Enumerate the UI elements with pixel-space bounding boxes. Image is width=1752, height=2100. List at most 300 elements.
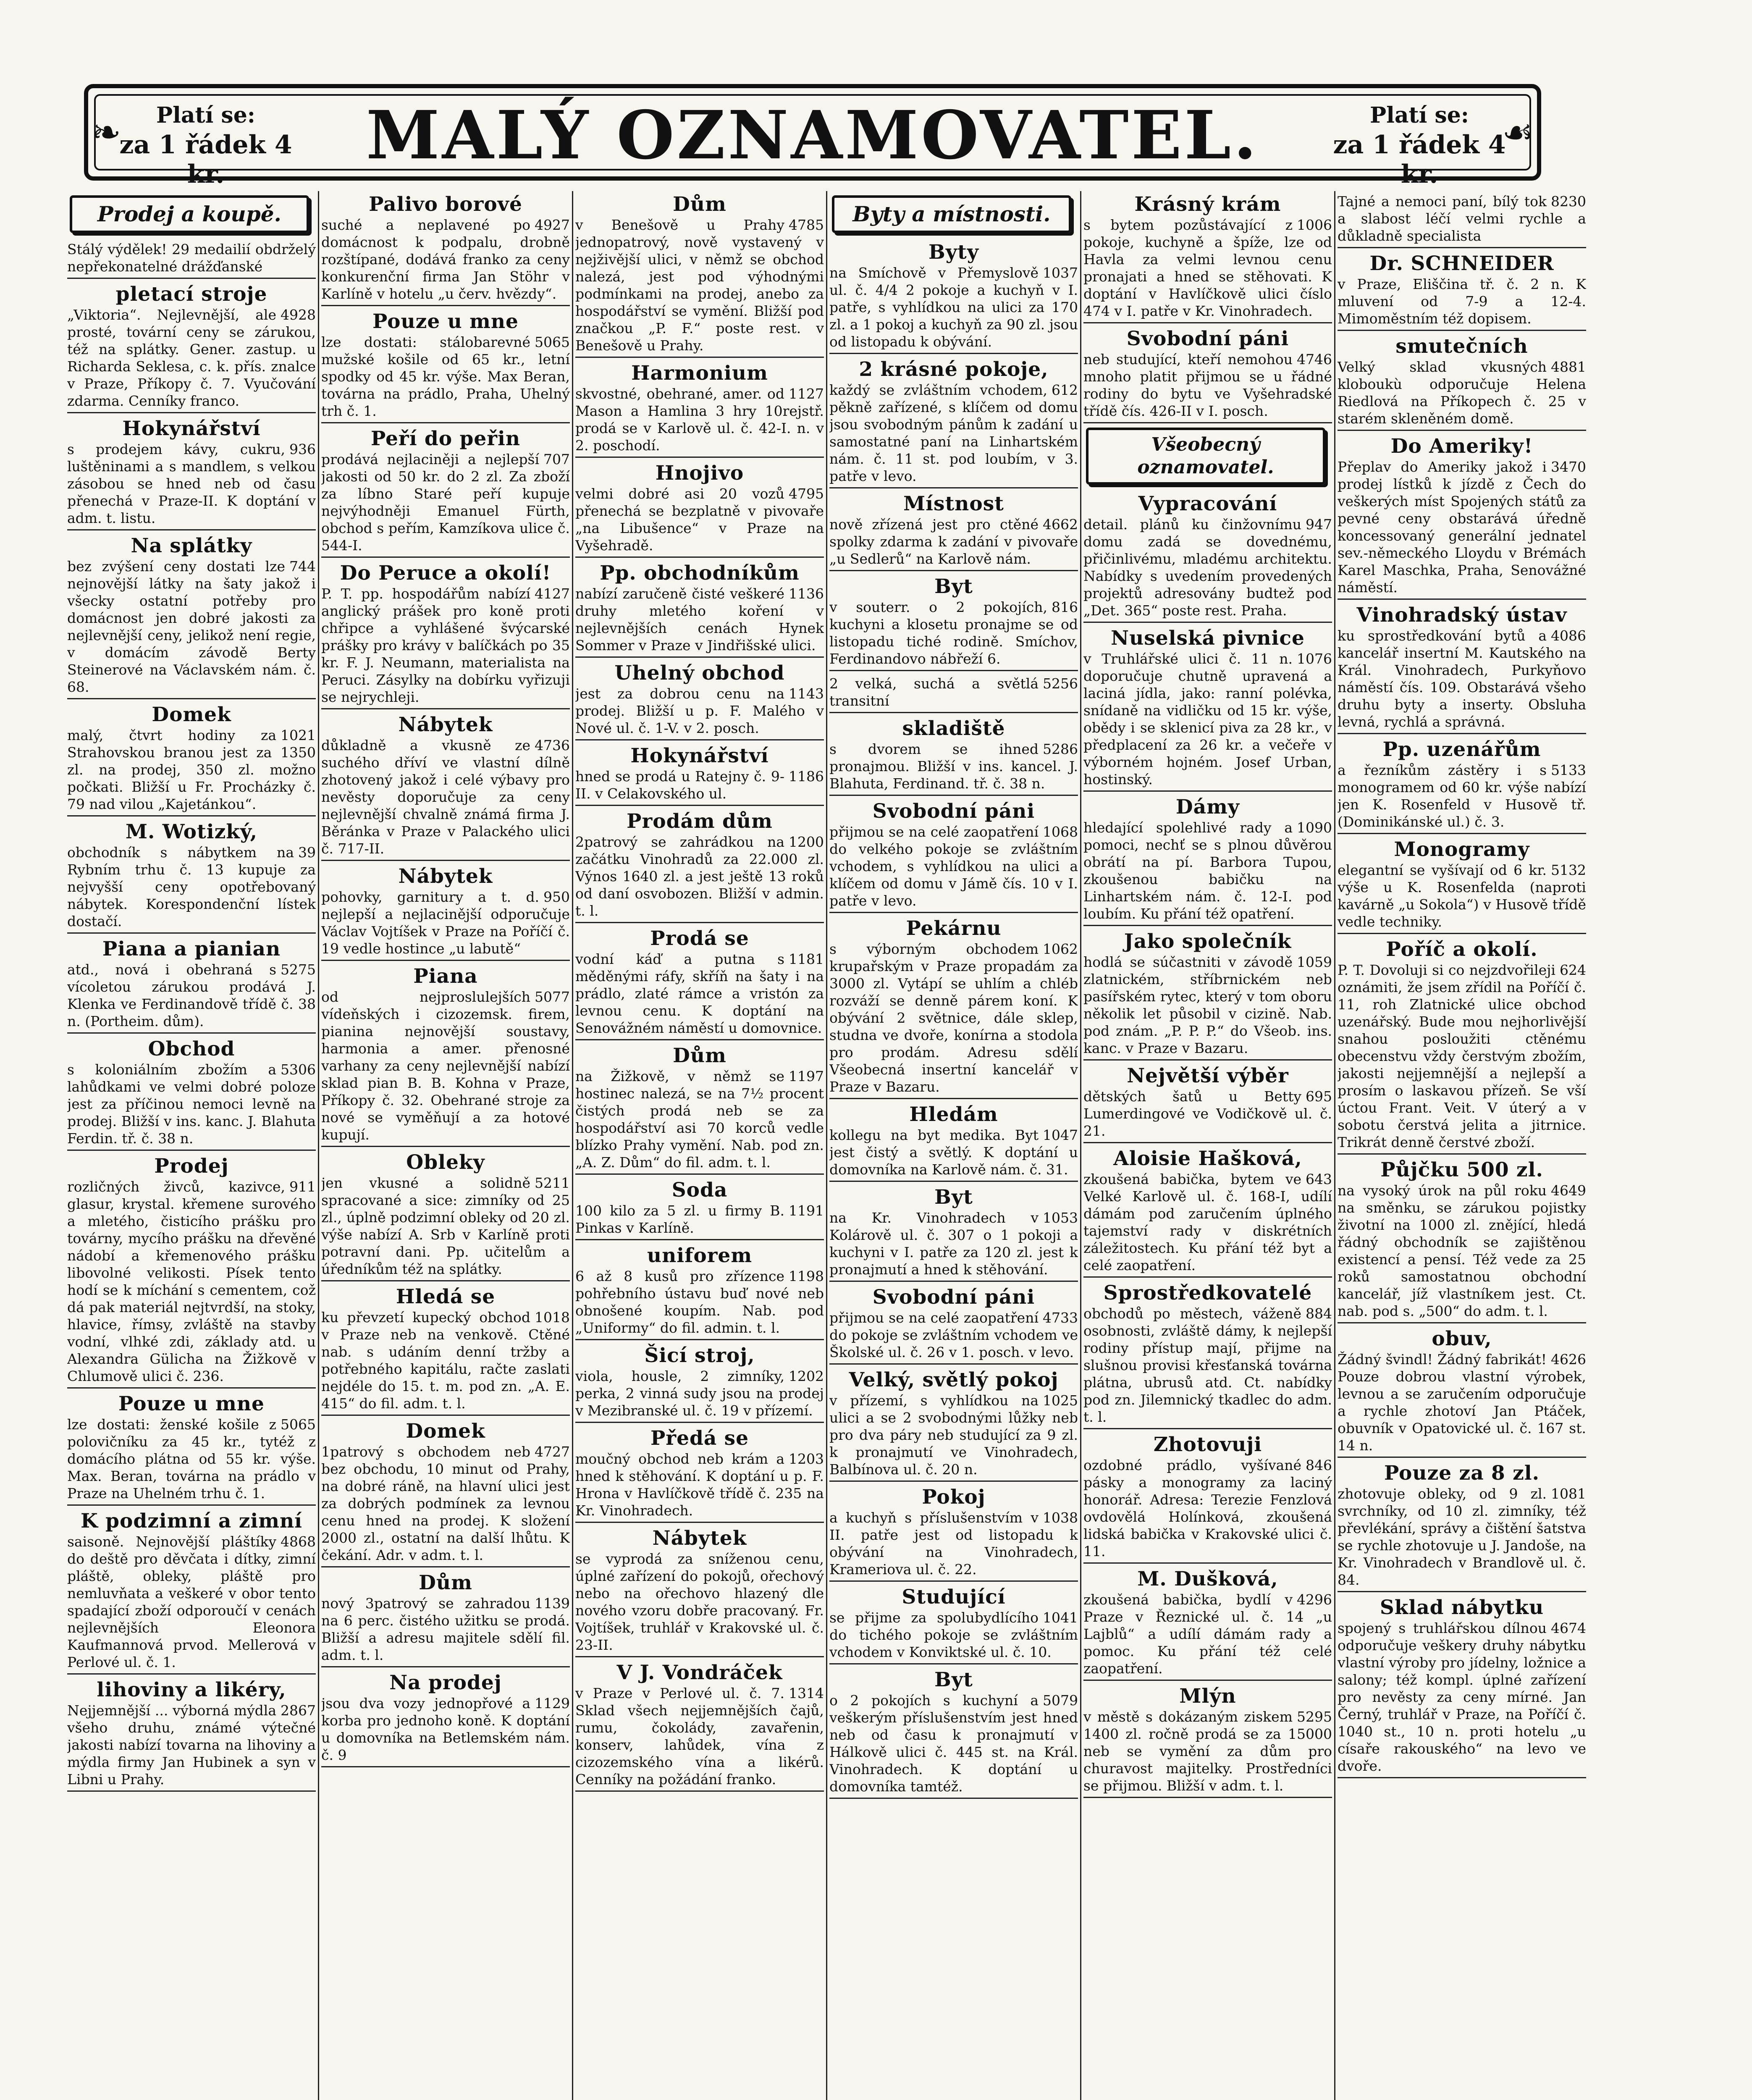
ad-reference-number: 4785 <box>789 217 824 233</box>
ad-reference-number: 5306 <box>281 1061 316 1078</box>
ad-body <box>575 1450 824 1519</box>
classified-ad <box>67 1508 316 1675</box>
ad-text: se vyprodá za sníženou cenu, úplné zařízení do pokojů, ořechový nebo na ořechovo hlazený dle nového vzoru dobře pracovaný. Fr. Vojtíšek, truhlář v Krakovské ul. č. 23-II. <box>575 1551 824 1653</box>
ad-title: Domek <box>152 703 231 726</box>
ad-body <box>1083 1708 1332 1794</box>
ad-reference-number: 816 <box>1052 599 1078 615</box>
ad-title: Aloisie Hašková, <box>1113 1147 1302 1170</box>
ad-text: hledající spolehlivé rady a pomoci, nechť se s plnou důvěrou obrátí na pí. Barbora Tupou, zkoušenou babičku na Linhartském nám. č. 12-I. pod loubím. Ku přání též opatření. <box>1083 819 1332 922</box>
ad-body <box>67 241 316 275</box>
section-heading-prodej: Prodej a koupě. <box>70 195 309 233</box>
classified-ad <box>829 915 1078 1099</box>
ad-body <box>1338 458 1586 596</box>
ad-title: Do Ameriky! <box>1390 435 1533 458</box>
classified-ad <box>321 191 570 306</box>
ad-body <box>1338 358 1586 427</box>
ad-text: 2patrový se zahrádkou na začátku Vinohradů za 22.000 zl. Výnos 1640 zl. a jest ještě 13 roků od daní osvobozen. Bližší v admin. t. l. <box>575 834 824 919</box>
ad-body <box>1338 1351 1586 1454</box>
ad-reference-number: 4127 <box>535 585 570 602</box>
ad-text: bez zvýšení ceny dostati lze nejnovější látky na šaty jakož i všecky ostatní potřeby pro domácnost jen dobré jakosti za nejlevnější ceny, jelikož není regie, v domácím závodě Berty Steinerové na Václavském nám. č. 68. <box>67 558 316 695</box>
ad-body <box>67 1061 316 1147</box>
ad-body <box>321 1309 570 1412</box>
section-heading-byty: Byty a místnosti. <box>832 195 1071 233</box>
ad-body <box>1083 1457 1332 1560</box>
ad-reference-number: 1041 <box>1043 1609 1078 1626</box>
ad-text: přijmou se na celé zaopatření do velkého pokoje se zvláštním vchodem, s vyhlídkou na ulici a klíčem od domu v Jámě čís. 10 v I. patře v levo. <box>829 824 1078 909</box>
ad-reference-number: 4296 <box>1297 1591 1332 1608</box>
ad-reference-number: 1062 <box>1043 941 1078 957</box>
ad-reference-number: 1129 <box>535 1695 570 1712</box>
ad-text: P. T. pp. hospodářům nabízí anglický prášek pro koně proti chřipce a vyhlášené švýcarské prášky pro krávy v balíčkách po 35 kr. F. J. Neumann, materialista na Peruci. Zásylky na dobírku vyřizuji se nejrychleji. <box>321 585 570 705</box>
ad-text: skvostné, obehrané, amer. od Mason a Hamlina 3 hry 10rejstř. prodá se v Karlově ul. č. 42-I. n. v 2. poschodí. <box>575 386 824 454</box>
ad-title: Hledám <box>909 1103 998 1126</box>
ad-title: Harmonium <box>631 362 768 385</box>
ad-title: Krásný krám <box>1134 193 1281 216</box>
ad-reference-number: 4662 <box>1043 516 1078 533</box>
ad-reference-number: 5286 <box>1043 741 1078 757</box>
ad-text: Přeplav do Ameriky jakož i prodej lístků k jízdě z Čech do veškerých míst Spojených států za pevné ceny obstarává úředně koncessovaný generální jednatel sev.-německého Lloydu v Brémách Karel Maschka, Praha, Senovážné náměstí. <box>1338 459 1586 596</box>
ad-reference-number: 950 <box>543 889 570 905</box>
rate-right-line2: za 1 řádek 4 kr. <box>1333 130 1506 189</box>
ad-reference-number: 707 <box>543 451 570 467</box>
ad-body <box>321 1174 570 1278</box>
classified-ad <box>575 743 824 806</box>
ad-title: Dámy <box>1175 795 1240 819</box>
ad-body <box>575 1550 824 1654</box>
classified-ad <box>829 1367 1078 1482</box>
ad-reference-number: 1021 <box>281 727 316 743</box>
classified-ad <box>829 356 1078 488</box>
ad-title: 2 krásné pokoje, <box>859 358 1049 381</box>
ad-text: malý, čtvrt hodiny za Strahovskou branou jest za 1350 zl. na prodej, 350 zl. možno počkati. Bližší u Fr. Procházky č. 79 nad vilou „Kajetánkou“. <box>67 727 316 812</box>
classified-ad <box>829 1101 1078 1182</box>
classified-ad <box>829 1184 1078 1282</box>
ad-reference-number: 4881 <box>1551 359 1586 375</box>
page-title: MALÝ OZNAMOVATEL. <box>366 97 1259 174</box>
ad-text: s dvorem se ihned pronajmou. Bližší v ins. kancel. J. Blahuta, Ferdinand. tř. č. 38 n. <box>829 741 1078 792</box>
ad-reference-number: 1186 <box>789 768 824 785</box>
ad-body <box>575 216 824 354</box>
ad-text: ku sprostředkování bytů a kancelář insertní M. Kautského na Král. Vinohradech, Purkyňovo náměstí čís. 109. Obstarává všeho druhu byty a inserty. Obsluha levná, rychlá a správná. <box>1338 627 1586 730</box>
ad-text: nabízí zaručeně čisté veškeré druhy mletého koření v nejlevnějších cenách Hynek Sommer v Praze v Jindřišské ulici. <box>575 585 824 654</box>
ad-body <box>829 1692 1078 1795</box>
classified-ad <box>575 925 824 1040</box>
classified-ad <box>321 1149 570 1281</box>
ad-title: pletací stroje <box>115 283 268 306</box>
ad-body <box>829 1309 1078 1361</box>
ad-reference-number: 846 <box>1306 1457 1332 1473</box>
classified-ad <box>575 660 824 740</box>
ad-title: Obleky <box>406 1151 485 1174</box>
ad-text: v souterr. o 2 pokojích, kuchyni a klosetu pronajme se od listopadu tiché rodině. Smíchov, Ferdinandovo nábřeží 6. <box>829 599 1078 667</box>
classified-ad <box>1083 1145 1332 1278</box>
classified-ad <box>1083 794 1332 926</box>
ad-text: obchodů po městech, váženě osobnosti, zvláště dámy, k nejlepší rodiny přístup mají, přijme na slušnou provisi křesťanská továrna plátna, ubrusů atd. Ct. nabídky pod zn. Jilemnický tkadlec do adm. t. l. <box>1083 1305 1332 1425</box>
rate-notice-left <box>109 101 302 189</box>
ad-title: Byt <box>934 1668 973 1691</box>
ad-body <box>575 1202 824 1236</box>
ad-body <box>1083 650 1332 788</box>
ad-title: Vypracování <box>1138 492 1277 515</box>
ad-title: Vinohradský ústav <box>1356 604 1567 627</box>
ad-text: 6 až 8 kusů pro zřízence pohřebního ústavu buď nové neb obnošené koupím. Nab. pod „Uniformy“ do fil. admin. t. l. <box>575 1268 824 1336</box>
ad-reference-number: 1068 <box>1043 824 1078 840</box>
ad-text: Žádný švindl! Žádný fabrikát! Pouze dobrou vlastní výrobek, levnou a se zaručením odporučuje a rychle zhotoví Jan Ptáček, obuvník v Opatovické ul. č. 167 st. 14 n. <box>1338 1351 1586 1454</box>
ad-text: 1patrový s obchodem neb bez obchodu, 10 minut od Prahy, na dobré ráně, na hlavní ulici jest za dobrých podmínek za levnou cenu hned na prodej. K složení 2000 zl., ostatní na další lhůtu. K čekání. Adr. v adm. t. l. <box>321 1444 570 1563</box>
ad-reference-number: 1200 <box>789 834 824 850</box>
ad-reference-number: 1136 <box>789 585 824 602</box>
classified-ad <box>1338 936 1586 1155</box>
ad-title: Místnost <box>903 492 1004 515</box>
ad-title: Obchod <box>148 1037 235 1060</box>
ad-title: Prodám dům <box>627 810 773 833</box>
classified-ad <box>321 711 570 861</box>
ad-reference-number: 4649 <box>1551 1182 1586 1199</box>
ad-title: Svobodní páni <box>872 1286 1035 1309</box>
ad-text: P. T. Dovoluji si co nejzdvořileji oznámiti, že jsem zřídil na Poříčí č. 11, roh Zlatnické ulice obchod uzenářský. Bude mou nejhorlivější snahou posloužiti ctěnému obecenstvu vždy čerstvým zbožím, jakosti nejjemnější a nejlepší a prosím o laskavou přízeň. Se vší úctou Frant. Veit. V úterý a v sobotu čerstvá jelita a jitrnice. Trikrát denně čerstvé zboží. <box>1338 962 1586 1150</box>
ad-title: smutečních <box>1395 335 1528 358</box>
ad-body <box>67 1702 316 1788</box>
ad-text: velmi dobré asi 20 vozů přenechá se bezplatně v pivovaře „na Libušence“ v Praze na Vyšehradě. <box>575 486 824 554</box>
ad-text: zkoušená babička, bydlí v Praze v Řeznické ul. č. 14 „u Lajblů“ a udílí dámám rady a pomoc. Ku přání též celé zaopatření. <box>1083 1591 1332 1677</box>
ad-reference-number: 8230 <box>1551 193 1586 210</box>
ad-reference-number: 5132 <box>1551 862 1586 878</box>
column-3 <box>575 191 824 2100</box>
classified-ad <box>1338 191 1586 248</box>
ad-text: s bytem pozůstávající z pokoje, kuchyně a špíže, lze od Havla za velmi levnou cenu pronajati a hned se stěhovati. K doptání v Havlíčkově ulici číslo 474 v I. patře v Kr. Vinohradech. <box>1083 217 1332 319</box>
ad-title: Prodej <box>154 1155 229 1178</box>
ad-title: Domek <box>406 1420 485 1443</box>
ad-title: Pokoj <box>922 1486 986 1509</box>
column-4 <box>829 191 1078 2100</box>
ad-reference-number: 4727 <box>535 1444 570 1460</box>
classified-ad <box>575 1177 824 1240</box>
ad-title: Uhelný obchod <box>614 662 785 685</box>
ad-title: Zhotovuji <box>1153 1433 1262 1456</box>
ad-body <box>829 1209 1078 1278</box>
ad-text: přijmou se na celé zaopatření do pokoje se zvláštním vchodem ve Školské ul. č. 26 v 1. posch. v levo. <box>829 1310 1078 1360</box>
ad-reference-number: 5077 <box>535 989 570 1005</box>
ad-reference-number: 1047 <box>1043 1127 1078 1143</box>
ad-title: Byty <box>928 241 979 264</box>
ad-text: pohovky, garnitury a t. d. nejlepší a nejlacinější odporučuje Václav Vojtíšek v Praze na Poříčí č. 19 vedle hostince „u labutě“ <box>321 889 570 957</box>
classified-ad <box>1338 1326 1586 1458</box>
ad-title: Dr. SCHNEIDER <box>1369 252 1554 275</box>
ad-title: Pouze u mne <box>372 310 519 333</box>
ad-body <box>829 598 1078 667</box>
ad-text: v Truhlářské ulici č. 11 n. doporučuje chutně upravená a laciná jídla, jako: ranní polévka, snídaně na vidličku od 15 kr. výše, obědy i se sklenicí piva za 28 kr., v předplacení za 26 kr. a večeře v výborném hojném. Josef Urban, hostinský. <box>1083 651 1332 788</box>
ad-title: Svobodní páni <box>872 800 1035 823</box>
classified-ad <box>1083 1063 1332 1143</box>
classified-ad <box>1083 1280 1332 1429</box>
ad-title: obuv, <box>1432 1327 1492 1350</box>
ornament-right-icon: ☙ <box>1502 112 1534 153</box>
ad-text: a kuchyň s příslušenstvím v II. patře jest od listopadu k obývání na Vinohradech, Krameriova ul. č. 22. <box>829 1509 1078 1578</box>
ad-text: suché a neplavené po domácnost k podpalu, drobně rozštípané, dodává franko za ceny konkurenční firma Jan Stöhr v Karlíně v hotelu „u červ. hvězdy“. <box>321 217 570 302</box>
classified-ad <box>575 1042 824 1175</box>
ad-title: Svobodní páni <box>1126 327 1289 350</box>
ad-body <box>1083 1088 1332 1139</box>
classified-ad <box>321 963 570 1147</box>
rate-left-line1: Platí se: <box>156 102 255 128</box>
ad-body <box>67 961 316 1030</box>
ad-body <box>829 940 1078 1095</box>
classified-ad <box>575 808 824 923</box>
ad-title: Pp. obchodníkům <box>600 562 800 585</box>
ad-reference-number: 1191 <box>789 1202 824 1219</box>
ad-body <box>575 950 824 1037</box>
rate-right-line1: Platí se: <box>1370 102 1469 128</box>
classified-ad <box>321 1570 570 1667</box>
ad-reference-number: 1139 <box>535 1595 570 1612</box>
ad-title: Soda <box>671 1179 728 1202</box>
ad-body <box>321 1443 570 1564</box>
classified-ad <box>829 673 1078 713</box>
ad-text: elegantní se vyšívají od 6 kr. výše u K. Rosenfelda (naproti kavárně „u Sokola“) v Husově třídě vedle techniky. <box>1338 862 1586 930</box>
ad-text: každý se zvláštním vchodem, pěkně zařízené, s klíčem od domu jsou svobodným pánům k zadání u samostatné paní na Linhartském nám. č. 11 st. pod loubím, v 3. patře v levo. <box>829 382 1078 484</box>
classified-ad <box>829 491 1078 571</box>
ad-text: a řezníkům zástěry i s monogramem od 60 kr. výše nabízí jen K. Rosenfeld v Husově tř. (Dominikánské ul.) č. 3. <box>1338 762 1586 830</box>
section-heading-vseobecny: Všeobecný oznamovatel. <box>1086 428 1325 485</box>
ad-title: Jako společník <box>1124 930 1292 953</box>
classified-ad <box>1083 1431 1332 1564</box>
ad-text: viola, housle, 2 zimníky, perka, 2 vinná sudy jsou na prodej v Mezibranské ul. č. 19 v přízemí. <box>575 1368 824 1419</box>
classified-ad <box>321 308 570 423</box>
classified-ad <box>67 1391 316 1506</box>
classified-ad <box>829 1667 1078 1799</box>
ad-body <box>1083 1305 1332 1425</box>
ad-title: Piana <box>413 965 478 988</box>
ad-body <box>1083 1171 1332 1274</box>
ad-title: Hnojivo <box>655 462 744 485</box>
ad-reference-number: 1090 <box>1297 819 1332 836</box>
ad-body <box>575 685 824 737</box>
ad-body <box>829 675 1078 709</box>
ad-reference-number: 4746 <box>1297 351 1332 368</box>
ad-body <box>1338 193 1586 244</box>
ad-text: o 2 pokojích s kuchyní a veškerým příslušenstvím jest hned neb od času k pronajmutí v Hálkově ulici č. 445 st. na Král. Vinohradech. K doptání u domovníka tamtéž. <box>829 1692 1078 1795</box>
ad-reference-number: 911 <box>289 1179 316 1195</box>
ad-body <box>575 385 824 454</box>
ad-text: „Viktoria“. Nejlevnější, ale prosté, tovární ceny se zárukou, též na splátky. Gener. zastup. u Richarda Seklesa, c. k. přís. znalce v Praze, Příkopy č. 7. Vyučování zdarma. Cenníky franco. <box>67 307 316 409</box>
classified-ad <box>1338 333 1586 431</box>
ad-reference-number: 4868 <box>281 1533 316 1550</box>
classified-ad <box>575 360 824 458</box>
ad-text: lze dostati: stálobarevné mužské košile od 65 kr., letní spodky od 45 kr. výše. Max Beran, továrna na prádlo, Praha, Uhelný trh č. 1. <box>321 334 570 419</box>
ad-body <box>829 1126 1078 1178</box>
ad-reference-number: 4736 <box>535 737 570 753</box>
ad-text: moučný obchod neb krám a hned k stěhování. K doptání u p. F. Hrona v Havlíčkově třídě č. 235 na Kr. Vinohradech. <box>575 1451 824 1519</box>
classified-ad <box>1083 326 1332 423</box>
classified-ad <box>575 560 824 658</box>
ad-body <box>67 1416 316 1502</box>
ad-reference-number: 884 <box>1306 1305 1332 1322</box>
ad-reference-number: 4733 <box>1043 1310 1078 1326</box>
ad-text: s koloniálním zbožím a lahůdkami ve velmi dobré poloze jest za příčinou nemoci levně na prodej. Bližší v ins. kanc. J. Blahuta Ferdin. tř. č. 38 n. <box>67 1061 316 1147</box>
ad-text: spojený s truhlářskou dílnou odporučuje veškery druhy nábytku vlastní výroby pro jídelny, ložnice a salony; též kompl. úplné zařízení pro nevěsty za ceny mírné. Jan Černý, truhlář v Praze, na Poříčí č. 1040 st., 10 n. proti hotelu „u císaře rakouského“ na levo ve dvoře. <box>1338 1620 1586 1774</box>
ad-reference-number: 1143 <box>789 685 824 702</box>
ad-title: Nábytek <box>398 713 493 736</box>
ad-text: atd., nová i obehraná s vícoletou zárukou prodává J. Klenka ve Ferdinandově třídě č. 38 n. (Portheim. dům). <box>67 961 316 1029</box>
ad-reference-number: 1025 <box>1043 1392 1078 1409</box>
column-divider <box>826 191 827 2100</box>
ad-title: Šicí stroj, <box>644 1344 755 1367</box>
ad-text: hned se prodá u Ratejny č. 9-II. v Celakovského ul. <box>575 768 785 802</box>
ad-body <box>321 585 570 706</box>
ad-title: Hledá se <box>396 1285 496 1308</box>
ad-body <box>1083 819 1332 922</box>
classified-ad <box>829 573 1078 671</box>
column-1 <box>67 191 316 2100</box>
ad-reference-number: 643 <box>1306 1171 1332 1187</box>
ad-text: hodlá se súčastniti v závodě zlatnickém, stříbrnickém neb pasířském rytec, který v tom oboru několik let působil v cizině. Nab. pod znám. „P. P. P.“ do Všeob. ins. kanc. v Praze v Bazaru. <box>1083 954 1332 1056</box>
ad-body <box>575 1068 824 1171</box>
ad-body <box>67 844 316 930</box>
ad-text: v městě s dokázaným ziskem 1400 zl. ročně prodá se za 15000 neb se vymění za dům pro churavost majitelky. Prostředníci se přijmou. Bližší v adm. t. l. <box>1083 1709 1332 1794</box>
classified-ad <box>829 798 1078 913</box>
ad-reference-number: 612 <box>1052 382 1078 398</box>
ad-body <box>1338 961 1586 1151</box>
ad-text: zhotovuje obleky, od 9 zl. svrchníky, od 10 zl. zimníky, též převlékání, správy a čištění šatstva se rychle zhotovuje u J. Jandoše, na Kr. Vinohradech v Brandlově ul. č. 84. <box>1338 1486 1586 1588</box>
ad-title: Pekárnu <box>906 917 1002 940</box>
ad-text: obchodník s nábytkem na Rybním trhu č. 13 kupuje za nejvyšší ceny opotřebovaný nábytek. Korespondenční lístek dostačí. <box>67 844 316 929</box>
ad-title: Předá se <box>650 1427 749 1450</box>
ad-text: ozdobné prádlo, vyšívané pásky a monogramy za laciný honorář. Adresa: Terezie Fenzlová ovdovělá Holínková, zkoušená lidská babička v Krakovské ulici č. 11. <box>1083 1457 1332 1559</box>
ad-reference-number: 5079 <box>1043 1692 1078 1709</box>
classified-ad <box>829 1284 1078 1365</box>
ad-text: v Benešově u Prahy jednopatrový, nově vystavený v nejživější ulici, v němž se obchod nalezá, jest pod výhodnými podmínkami na prodej, anebo za hospodářství se vymění. Bližší pod značkou „P. F.“ poste rest. v Benešově u Prahy. <box>575 217 824 354</box>
column-6 <box>1338 191 1586 2100</box>
ad-body <box>829 1392 1078 1478</box>
ad-reference-number: 695 <box>1306 1088 1332 1105</box>
classified-ad <box>575 460 824 558</box>
ad-text: 100 kilo za 5 zl. u firmy B. Pinkas v Karlíně. <box>575 1202 785 1236</box>
ad-body <box>1338 627 1586 730</box>
ad-body <box>829 740 1078 792</box>
ad-reference-number: 5275 <box>281 961 316 978</box>
ad-text: prodává nejlaciněji a nejlepší jakosti od 50 kr. do 2 zl. Za zboží za líbno Staré peří kupuje nejvýhodněji Emanuel Fürth, obchod s peřím, Kamzíkova ulice č. 544-I. <box>321 451 570 554</box>
ad-title: Dům <box>673 1044 727 1067</box>
ad-reference-number: 3470 <box>1551 459 1586 475</box>
ad-title: Největší výběr <box>1127 1064 1289 1087</box>
classified-ad <box>1338 736 1586 834</box>
ad-body <box>321 888 570 957</box>
ad-title: Do Peruce a okolí! <box>340 562 551 585</box>
ad-text: jen vkusné a solidně spracované a sice: zimníky od 25 zl., úplně podzimní obleky od 20 zl. výše nabízí A. Srb v Karlíně proti potravní dani. Pp. učitelům a úředníkům též na splátky. <box>321 1175 570 1277</box>
ad-title: lihoviny a likéry, <box>97 1678 286 1701</box>
classified-ad <box>1338 1157 1586 1323</box>
classified-ad <box>1083 625 1332 792</box>
ad-body <box>67 441 316 527</box>
classified-ad <box>1338 250 1586 331</box>
ad-reference-number: 1127 <box>789 386 824 402</box>
rate-left-line2: za 1 řádek 4 kr. <box>119 130 292 189</box>
ad-reference-number: 1006 <box>1297 217 1332 233</box>
classified-ad <box>67 281 316 413</box>
ad-text: ku převzetí kupecký obchod v Praze neb na venkově. Ctěné nab. s udáním denní tržby a potřebného kapitálu, račte zaslati nejdéle do 15. t. m. pod zn. „A. E. 415“ do fil. adm. t. l. <box>321 1309 570 1412</box>
classified-ad <box>575 1525 824 1657</box>
ad-body <box>321 1695 570 1764</box>
ad-reference-number: 5295 <box>1297 1709 1332 1725</box>
classified-ad <box>321 425 570 558</box>
ad-text: lze dostati: ženské košile z polovičníku za 45 kr., tytéž z domácího plátna od 55 kr. výše. Max. Beran, továrna na prádlo v Praze na Uhelném trhu č. 1. <box>67 1416 316 1502</box>
ad-reference-number: 39 <box>298 844 316 861</box>
ad-title: Hokynářství <box>630 744 769 767</box>
ad-text: kollegu na byt medika. Byt jest čistý a světlý. K doptání u domovníka na Karlově nám. č. 31. <box>829 1127 1078 1178</box>
ad-body <box>1083 216 1332 320</box>
ad-reference-number: 1053 <box>1043 1210 1078 1226</box>
ad-body <box>1083 351 1332 420</box>
ad-text: jsou dva vozy jednopřové a korba pro jednoho koně. K doptání u domovníka na Betlemském nám. č. 9 <box>321 1695 570 1763</box>
ad-title: Půjčku 500 zl. <box>1380 1158 1543 1181</box>
ad-title: Nábytek <box>652 1527 747 1550</box>
ad-reference-number: 2867 <box>281 1702 316 1719</box>
ad-body <box>575 768 824 802</box>
classified-ad <box>67 701 316 816</box>
classified-ad <box>67 1153 316 1389</box>
ad-reference-number: 1018 <box>535 1309 570 1326</box>
ad-reference-number: 1202 <box>789 1368 824 1384</box>
ad-text: na Kr. Vinohradech v Kolárově ul. č. 307 o 1 pokoji a kuchyni v I. patře za 120 zl. jest k pronajmutí a hned k stěhování. <box>829 1210 1078 1278</box>
ad-body <box>1338 1485 1586 1588</box>
ad-text: se přijme za spolubydlícího do tichého pokoje se zvláštním vchodem v Konviktské ul. č. 10. <box>829 1609 1078 1660</box>
classified-ad <box>1083 1683 1332 1798</box>
ad-body <box>67 1178 316 1385</box>
ad-reference-number: 1181 <box>789 951 824 967</box>
column-divider <box>572 191 573 2100</box>
ad-reference-number: 5133 <box>1551 762 1586 778</box>
ad-title: Dům <box>419 1571 472 1594</box>
classified-ad <box>67 239 316 279</box>
ad-text: detail. plánů ku činžovnímu domu zadá se dovednému, přičinlivému, mladému architektu. Nabídky s uvedením provedených projektů adresovány budtež pod „Det. 365“ poste rest. Praha. <box>1083 516 1332 619</box>
ad-body <box>321 737 570 857</box>
ad-reference-number: 4927 <box>535 217 570 233</box>
ad-text: nový 3patrový se zahradou na 6 perc. čistého užitku se prodá. Bližší a adresu majitele sdělí fil. adm. t. l. <box>321 1595 570 1663</box>
ad-reference-number: 1038 <box>1043 1509 1078 1526</box>
classified-ad <box>67 1036 316 1151</box>
ad-title: Nábytek <box>398 865 493 888</box>
ad-body <box>829 1609 1078 1661</box>
ad-text: vodní káď a putna s měděnými ráfy, skříň na šaty i na prádlo, zlaté rámce a vristón za levnou cenu. K doptání na Senovážném náměstí u domovnice. <box>575 951 824 1036</box>
ad-reference-number: 4086 <box>1551 627 1586 644</box>
ad-reference-number: 1076 <box>1297 651 1332 667</box>
ad-reference-number: 4626 <box>1551 1351 1586 1368</box>
classified-ad <box>1338 602 1586 734</box>
ad-text: neb studující, kteří nemohou mnoho platit přijmou se u řádné rodiny do bytu ve Vyšehradské třídě čís. 426-II v I. posch. <box>1083 351 1332 419</box>
ad-title: Velký, světlý pokoj <box>849 1368 1059 1391</box>
classified-ad <box>67 415 316 530</box>
ad-body <box>67 558 316 696</box>
ad-body <box>829 823 1078 909</box>
ad-text: zkoušená babička, bytem ve Velké Karlově ul. č. 168-I, udílí dámám pod zaručením úplného tajemství rady v diskrétních záležitostech. Ku přání též byt a celé zaopatření. <box>1083 1171 1332 1273</box>
classified-ad <box>1338 1460 1586 1592</box>
ad-text: Velký sklad vkusných kloboukù odporučuje Helena Riedlová na Příkopech č. 25 v starém skleněném domě. <box>1338 359 1586 427</box>
ad-text: od nejproslulejších vídeňských i cizozemsk. firem, pianina nejnovější soustavy, harmonia a amer. přenosné varhany za ceny nejlevnější nabízí sklad pian B. B. Kohna v Praze, Příkopy č. 32. Obehrané stroje za nové se vyměňují a za hotové kupují. <box>321 989 570 1143</box>
ad-title: Na prodej <box>389 1671 502 1694</box>
ad-body <box>67 1533 316 1671</box>
ad-title: Prodá se <box>650 927 749 950</box>
ad-title: M. Dušková, <box>1137 1567 1278 1591</box>
classified-ad <box>575 1659 824 1792</box>
ad-title: uniforem <box>647 1244 753 1267</box>
ad-title: Byt <box>934 575 973 598</box>
column-divider <box>1080 191 1081 2100</box>
ad-title: Dům <box>673 193 727 216</box>
ad-title: Peří do peřin <box>370 427 521 450</box>
ad-reference-number: 4674 <box>1551 1620 1586 1636</box>
ad-body <box>321 988 570 1143</box>
ad-body <box>575 1685 824 1788</box>
